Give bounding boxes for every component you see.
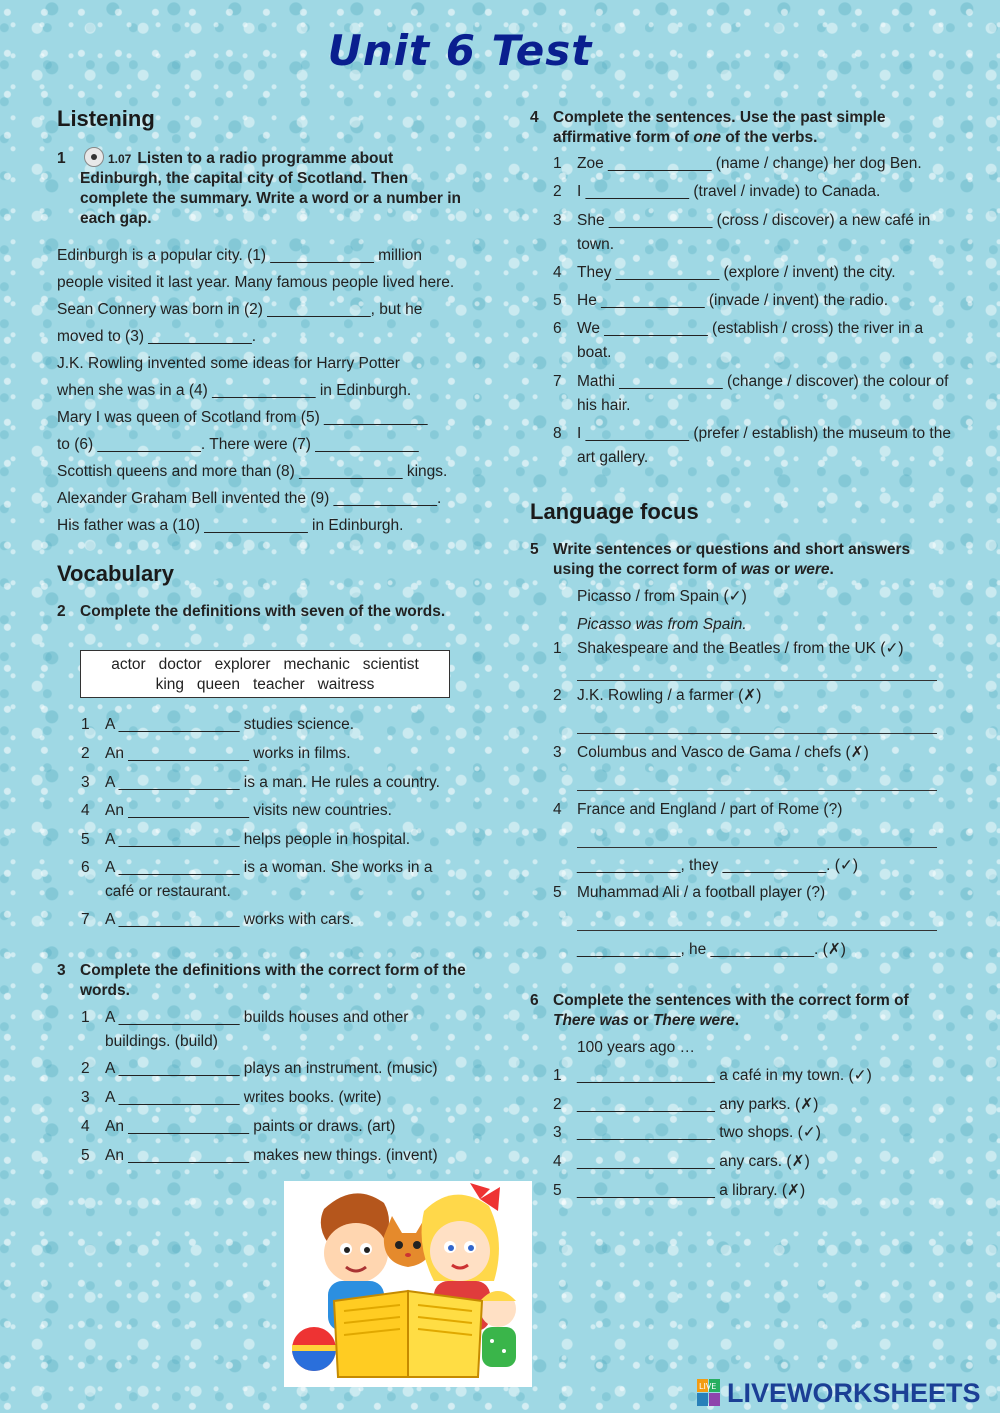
logo-text: LIVEWORKSHEETS <box>727 1378 981 1408</box>
item-text: Shakespeare and the Beatles / from the UK (✓) <box>577 640 904 657</box>
question-5-instruction <box>530 540 950 580</box>
question-number: 6 <box>530 992 539 1009</box>
item-number: 2 <box>553 1096 562 1113</box>
question-number: 3 <box>57 962 66 979</box>
item-number: 3 <box>553 1124 562 1141</box>
question-number: 5 <box>530 541 539 558</box>
summary-line: J.K. Rowling invented some ideas for Harry Potter <box>57 355 400 372</box>
instruction-text: or <box>628 1012 653 1029</box>
summary-line: when she was in a (4) ____________ in Edinburgh. <box>57 382 412 399</box>
instruction-text: Write sentences or questions and short answers using the correct form of <box>553 541 911 578</box>
item-number: 3 <box>81 774 90 791</box>
item-number: 2 <box>553 183 562 200</box>
question-4-instruction <box>530 108 950 148</box>
item-number: 1 <box>553 1067 562 1084</box>
list-item <box>553 684 953 708</box>
item-text: They ____________ (explore / invent) the city. <box>577 264 896 281</box>
question-3-instruction <box>57 961 477 1001</box>
instruction-text: Complete the definitions with seven of the words. <box>80 603 446 620</box>
item-number: 8 <box>553 425 562 442</box>
listening-summary <box>57 242 477 539</box>
instruction-text: or <box>770 561 795 578</box>
logo-icon-text: LIVE <box>699 1382 717 1391</box>
item-text: ________________ a café in my town. (✓) <box>577 1067 872 1084</box>
liveworksheets-logo[interactable] <box>697 1376 997 1410</box>
item-number: 4 <box>553 264 562 281</box>
list-item <box>81 1115 481 1139</box>
item-text: An ______________ visits new countries. <box>105 802 392 819</box>
list-item <box>553 637 953 661</box>
list-item <box>553 1093 953 1117</box>
item-text: We ____________ (establish / cross) the river in a boat. <box>577 320 924 361</box>
summary-line: Edinburgh is a popular city. (1) ____________ million <box>57 247 423 264</box>
item-number: 3 <box>81 1089 90 1106</box>
item-text: ________________ any cars. (✗) <box>577 1153 810 1170</box>
instruction-text: Complete the sentences with the correct form of <box>553 992 909 1009</box>
question-number: 4 <box>530 109 539 126</box>
list-item <box>81 1057 481 1081</box>
item-number: 2 <box>81 745 90 762</box>
item-number: 1 <box>81 1009 90 1026</box>
instruction-emphasis: one <box>693 129 721 146</box>
audio-cd-icon[interactable] <box>84 147 104 167</box>
item-text: J.K. Rowling / a farmer (✗) <box>577 687 762 704</box>
item-text: He ____________ (invade / invent) the radio. <box>577 292 889 309</box>
list-item <box>553 370 953 418</box>
item-number: 1 <box>81 716 90 733</box>
item-text: A ______________ works with cars. <box>105 911 355 928</box>
list-item <box>553 881 953 905</box>
short-answer: ____________, he ____________. (✗) <box>577 941 846 958</box>
item-number: 2 <box>553 687 562 704</box>
item-number: 7 <box>81 911 90 928</box>
item-text: ________________ a library. (✗) <box>577 1182 806 1199</box>
instruction-text: Complete the definitions with the correct form of the words. <box>80 962 466 999</box>
list-item <box>553 317 953 365</box>
item-number: 4 <box>81 802 90 819</box>
list-item <box>553 289 953 313</box>
item-number: 2 <box>81 1060 90 1077</box>
list-item <box>81 1006 456 1054</box>
item-number: 5 <box>553 292 562 309</box>
item-number: 7 <box>553 373 562 390</box>
item-text: Mathi ____________ (change / discover) the colour of his hair. <box>577 373 949 414</box>
list-item <box>81 1086 481 1110</box>
item-text: I ____________ (prefer / establish) the museum to the art gallery. <box>577 425 951 466</box>
short-answer: ____________, they ____________. (✓) <box>577 857 859 874</box>
summary-line: His father was a (10) ____________ in Edinburgh. <box>57 517 404 534</box>
instruction-emphasis: was <box>740 561 771 578</box>
item-number: 1 <box>553 640 562 657</box>
list-item <box>553 1121 953 1145</box>
list-item <box>553 209 953 257</box>
lead-text: 100 years ago … <box>577 1039 696 1056</box>
item-number: 6 <box>553 320 562 337</box>
question-number: 2 <box>57 603 66 620</box>
section-heading-language-focus: Language focus <box>530 499 699 524</box>
item-number: 4 <box>81 1118 90 1135</box>
page-title: Unit 6 Test <box>327 26 593 75</box>
item-text: An ______________ makes new things. (invent) <box>105 1147 438 1164</box>
item-text: A ______________ helps people in hospital. <box>105 831 411 848</box>
item-text: A ______________ writes books. (write) <box>105 1089 382 1106</box>
item-text: Muhammad Ali / a football player (?) <box>577 884 826 901</box>
instruction-emphasis: There was <box>553 1012 629 1029</box>
track-number: 1.07 <box>108 152 132 167</box>
item-number: 5 <box>81 1147 90 1164</box>
instruction-emphasis: There were <box>652 1012 735 1029</box>
item-number: 3 <box>553 212 562 229</box>
list-item <box>553 422 953 470</box>
item-text: France and England / part of Rome (?) <box>577 801 843 818</box>
item-text: A ______________ studies science. <box>105 716 355 733</box>
list-item <box>553 152 953 176</box>
list-item <box>81 742 481 766</box>
list-item <box>81 856 461 904</box>
answer-line[interactable] <box>577 680 937 681</box>
item-text: ________________ any parks. (✗) <box>577 1096 819 1113</box>
item-number: 6 <box>81 859 90 876</box>
list-item <box>553 741 953 765</box>
example-prompt: Picasso / from Spain (✓) <box>577 588 747 605</box>
list-item <box>553 1064 953 1088</box>
summary-line: to (6) ____________. There were (7) ____________ <box>57 436 419 453</box>
list-item <box>553 261 953 285</box>
item-text: A ______________ is a woman. She works in a café or restaurant. <box>105 859 433 900</box>
item-text: A ______________ plays an instrument. (music) <box>105 1060 438 1077</box>
word-list-line: king queen teacher waitress <box>155 676 375 693</box>
question-6-instruction <box>530 991 950 1031</box>
item-text: A ______________ is a man. He rules a country. <box>105 774 440 791</box>
item-text: ________________ two shops. (✓) <box>577 1124 821 1141</box>
question-2-instruction <box>57 602 457 622</box>
item-text: I ____________ (travel / invade) to Canada. <box>577 183 881 200</box>
liveworksheets-logo-icon <box>697 1379 721 1407</box>
instruction-text: Listen to a radio programme about Edinburgh, the capital city of Scotland. Then complete the summary. Write a word or a number in each gap. <box>80 150 461 228</box>
instruction-text: of the verbs. <box>720 129 818 146</box>
list-item <box>553 798 953 822</box>
list-item <box>81 799 481 823</box>
item-text: Zoe ____________ (name / change) her dog Ben. <box>577 155 922 172</box>
item-number: 5 <box>553 884 562 901</box>
answer-line[interactable] <box>577 847 937 848</box>
list-item <box>81 713 481 737</box>
list-item <box>81 908 481 932</box>
word-list-line: actor doctor explorer mechanic scientist <box>111 656 419 673</box>
question-number: 1 <box>57 150 66 167</box>
summary-line: moved to (3) ____________. <box>57 328 257 345</box>
instruction-emphasis: were <box>794 561 830 578</box>
item-text: An ______________ works in films. <box>105 745 351 762</box>
item-text: She ____________ (cross / discover) a new café in town. <box>577 212 931 253</box>
section-heading-listening: Listening <box>57 106 155 131</box>
instruction-text: Complete the sentences. Use the past simple affirmative form of <box>553 109 886 146</box>
list-item <box>81 1144 481 1168</box>
summary-line: Sean Connery was born in (2) ____________, but he <box>57 301 423 318</box>
example-answer: Picasso was from Spain. <box>577 616 747 633</box>
question-1-instruction <box>57 149 467 229</box>
item-text: A ______________ builds houses and other buildings. (build) <box>105 1009 409 1050</box>
summary-line: Mary I was queen of Scotland from (5) ____________ <box>57 409 428 426</box>
instruction-text: . <box>734 1012 740 1029</box>
summary-line: people visited it last year. Many famous people lived here. <box>57 274 455 291</box>
item-text: An ______________ paints or draws. (art) <box>105 1118 396 1135</box>
item-number: 4 <box>553 1153 562 1170</box>
word-box <box>80 650 450 698</box>
item-number: 5 <box>553 1182 562 1199</box>
section-heading-vocabulary: Vocabulary <box>57 561 174 586</box>
answer-line[interactable] <box>577 733 937 734</box>
answer-line[interactable] <box>577 790 937 791</box>
item-number: 1 <box>553 155 562 172</box>
item-number: 4 <box>553 801 562 818</box>
list-item <box>553 180 953 204</box>
summary-line: Alexander Graham Bell invented the (9) ____________. <box>57 490 442 507</box>
children-reading-illustration <box>284 1181 532 1387</box>
list-item <box>81 771 481 795</box>
answer-line[interactable] <box>577 930 937 931</box>
instruction-text: . <box>829 561 834 578</box>
list-item <box>553 1179 953 1203</box>
item-text: Columbus and Vasco de Gama / chefs (✗) <box>577 744 869 761</box>
item-number: 3 <box>553 744 562 761</box>
item-number: 5 <box>81 831 90 848</box>
summary-line: Scottish queens and more than (8) ____________ kings. <box>57 463 448 480</box>
list-item <box>81 828 481 852</box>
list-item <box>553 1150 953 1174</box>
